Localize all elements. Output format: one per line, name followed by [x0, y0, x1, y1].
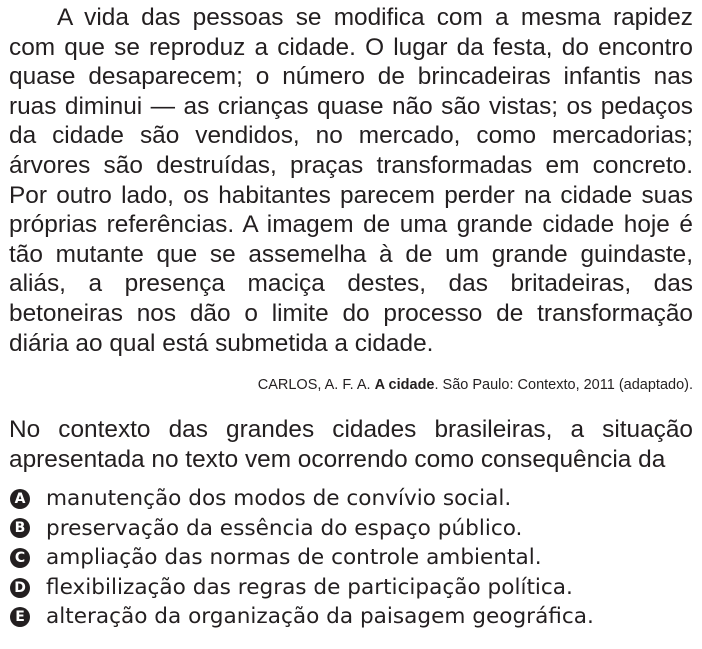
passage-text: A vida das pessoas se modifica com a mesma rapidez com que se reproduz a cidade. O lugar da festa, do encontro quase desaparecem; o número de brincadeiras infantis nas ruas diminui — as crianças quase não são vistas; os pedaços da cidade são vendidos, no mercado, como mercadorias; árvores são destruídas, praças transformadas em concreto. Por outro lado, os habitantes parecem perder na cidade suas próprias referências. A imagem de uma grande cidade hoje é tão mutante que se assemelha à de um grande guindaste, aliás, a presença maciça destes, das britadeiras, das betoneiras nos dão o limite do processo de transformação diária ao qual está submetida a cidade.	[9, 4, 693, 357]
option-letter-badge: C	[10, 548, 30, 568]
citation	[258, 376, 693, 394]
answer-option-c[interactable]	[9, 543, 693, 573]
citation-details: . São Paulo: Contexto, 2011 (adaptado).	[434, 377, 693, 393]
question-prompt: No contexto das grandes cidades brasileiras, a situação apresentada no texto vem ocorrendo como consequência da	[9, 416, 693, 473]
answer-option-e[interactable]	[9, 602, 693, 632]
option-letter-badge: E	[10, 607, 30, 627]
option-text: flexibilização das regras de participação política.	[46, 574, 573, 600]
citation-author: CARLOS, A. F. A.	[257, 377, 375, 393]
option-letter-badge: B	[10, 518, 30, 538]
answer-option-b[interactable]	[9, 514, 693, 544]
answer-option-a[interactable]	[9, 484, 693, 514]
option-text: alteração da organização da paisagem geográfica.	[46, 604, 594, 630]
option-text: ampliação das normas de controle ambiental.	[46, 545, 542, 571]
citation-title: A cidade	[374, 377, 435, 393]
option-letter-badge: D	[10, 578, 30, 598]
option-letter-badge: A	[10, 489, 30, 509]
option-text: manutenção dos modos de convívio social.	[46, 486, 512, 511]
option-text: preservação da essência do espaço público.	[46, 515, 523, 541]
answer-options	[9, 484, 693, 632]
answer-option-d[interactable]	[9, 573, 693, 603]
